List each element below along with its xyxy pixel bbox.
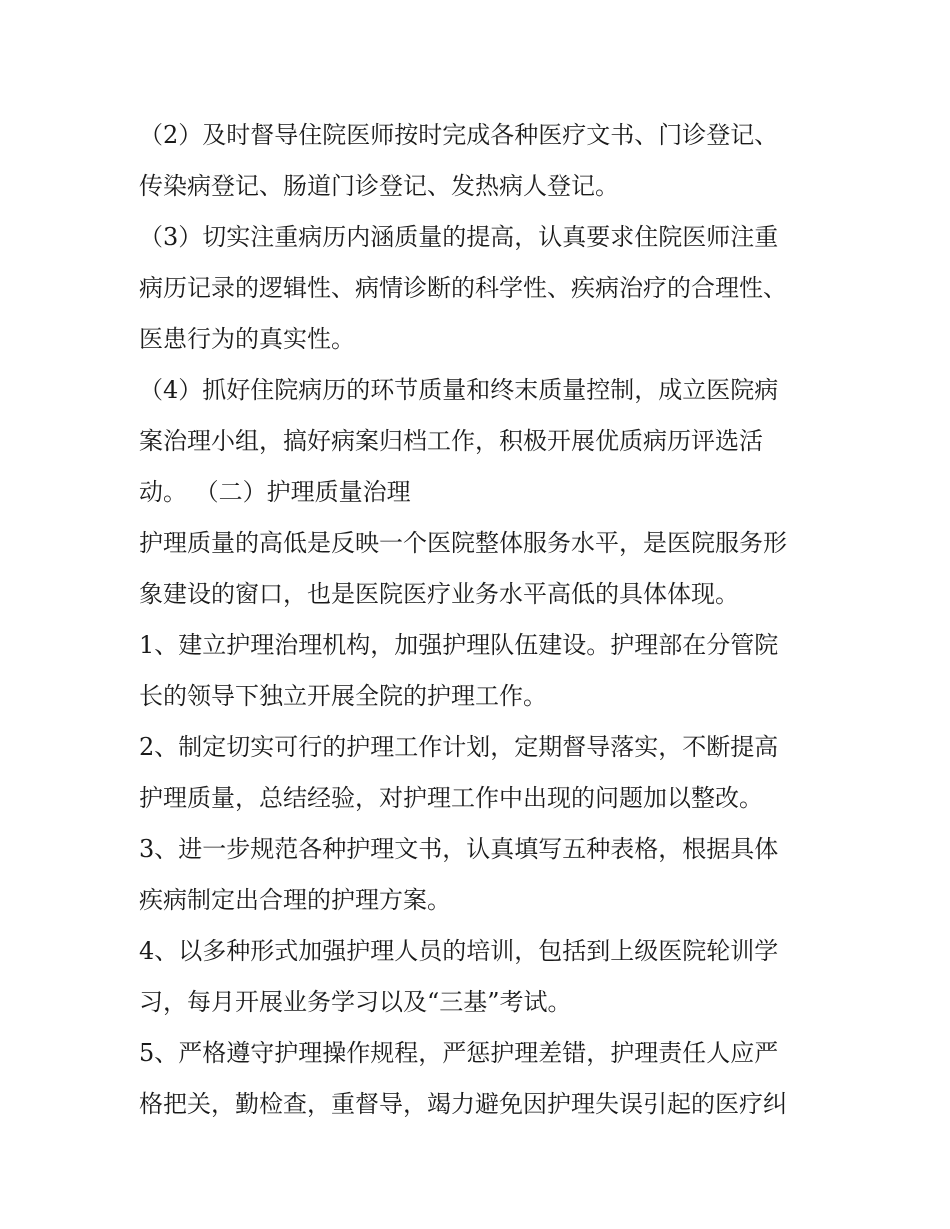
text-line: 护理质量的高低是反映一个医院整体服务水平，是医院服务形	[139, 529, 787, 557]
text-line: 3、进一步规范各种护理文书，认真填写五种表格，根据具体	[139, 835, 779, 863]
text-line: 护理质量，总结经验，对护理工作中出现的问题加以整改。	[139, 784, 763, 812]
text-line: （2）及时督导住院医师按时完成各种医疗文书、门诊登记、	[139, 121, 779, 149]
text-line: 病历记录的逻辑性、病情诊断的科学性、疾病治疗的合理性、	[139, 274, 787, 302]
document-body	[139, 110, 829, 1130]
text-line: 5、严格遵守护理操作规程，严惩护理差错，护理责任人应严	[139, 1039, 779, 1067]
text-line: （4）抓好住院病历的环节质量和终末质量控制，成立医院病	[139, 376, 779, 404]
text-line: 1、建立护理治理机构，加强护理队伍建设。护理部在分管院	[139, 631, 779, 659]
text-line: 动。 （二）护理质量治理	[139, 478, 411, 506]
text-line: （3）切实注重病历内涵质量的提高，认真要求住院医师注重	[139, 223, 779, 251]
text-line: 疾病制定出合理的护理方案。	[139, 886, 451, 914]
text-line: 案治理小组，搞好病案归档工作，积极开展优质病历评选活	[139, 427, 763, 455]
text-line: 传染病登记、肠道门诊登记、发热病人登记。	[139, 172, 619, 200]
text-line: 习，每月开展业务学习以及“三基”考试。	[139, 988, 572, 1016]
text-line: 象建设的窗口，也是医院医疗业务水平高低的具体体现。	[139, 580, 739, 608]
text-line: 格把关，勤检查，重督导，竭力避免因护理失误引起的医疗纠	[139, 1090, 787, 1118]
text-line: 长的领导下独立开展全院的护理工作。	[139, 682, 547, 710]
text-line: 医患行为的真实性。	[139, 325, 355, 353]
text-line: 4、以多种形式加强护理人员的培训，包括到上级医院轮训学	[139, 937, 779, 965]
text-line: 2、制定切实可行的护理工作计划，定期督导落实，不断提高	[139, 733, 779, 761]
